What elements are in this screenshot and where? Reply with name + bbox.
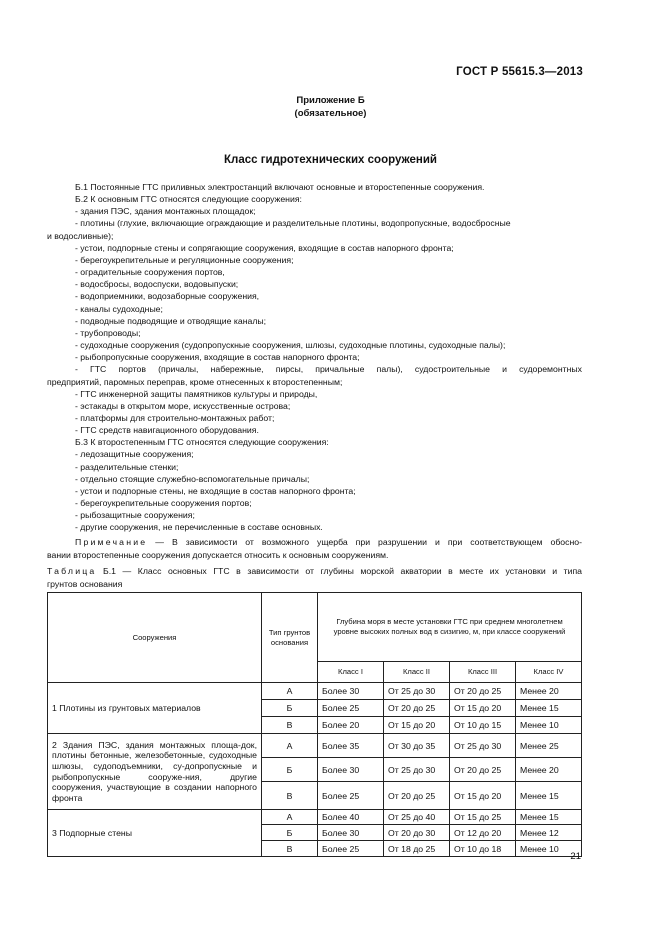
table-caption-label: Таблица [47,566,97,576]
list-item: - здания ПЭС, здания монтажных площадок; [75,206,256,217]
table-row [48,810,582,825]
list-item: - плотины (глухие, включающие ограждающие и разделительные плотины, водопропускные, водосбросные [75,218,511,229]
soil-type: Б [262,825,318,841]
soil-type: Б [262,758,318,782]
soil-type: А [262,734,318,758]
depth-cell: От 30 до 35 [384,734,450,758]
list-item: - оградительные сооружения портов, [75,267,225,278]
depth-cell: Менее 15 [516,700,582,717]
depth-cell: Менее 10 [516,841,582,857]
list-item: - устои, подпорные стены и сопрягающие сооружения, входящие в состав напорного фронта; [75,242,454,253]
depth-cell: От 20 до 30 [384,825,450,841]
table-row [48,734,582,758]
soil-type: В [262,841,318,857]
depth-cell: От 20 до 25 [384,700,450,717]
depth-cell: Менее 15 [516,782,582,810]
note-label: Примечание [75,537,148,547]
col-header-class: Класс III [450,662,516,683]
soil-type: А [262,683,318,700]
depth-cell: Менее 10 [516,717,582,734]
list-item: - рыбопропускные сооружения, входящие в состав напорного фронта; [75,352,360,363]
page-number: 21 [570,851,581,862]
depth-cell: Менее 25 [516,734,582,758]
depth-cell: От 15 до 25 [450,810,516,825]
note [47,536,582,561]
depth-cell: От 18 до 25 [384,841,450,857]
list-item: - судоходные сооружения (судопропускные сооружения, шлюзы, судоходные плотины, судоходные палы); [75,340,506,351]
depth-cell: От 15 до 20 [450,782,516,810]
list-item: - ГТС инженерной защиты памятников культуры и природы, [75,388,318,399]
depth-cell: Более 25 [318,700,384,717]
list-item: - каналы судоходные; [75,303,163,314]
note-line-2: вании второстепенные сооружения допускается относить к основным сооружениям. [47,549,389,560]
list-item: - платформы для строительно-монтажных работ; [75,412,275,423]
list-item: - отдельно стоящие служебно-вспомогательные причалы; [75,473,310,484]
depth-cell: От 12 до 20 [450,825,516,841]
depth-cell: Менее 20 [516,683,582,700]
col-header-class: Класс II [384,662,450,683]
appendix-subtitle: (обязательное) [294,108,367,119]
depth-cell: От 20 до 25 [450,683,516,700]
depth-cell: От 10 до 15 [450,717,516,734]
col-header-class: Класс IV [516,662,582,683]
section-title: Класс гидротехнических сооружений [224,154,437,166]
list-item: - ГТС средств навигационного оборудования. [75,425,259,436]
list-item-continuation: предприятий, паромных переправ, кроме отнесенных к второстепенным; [47,376,343,387]
list-item: - берегоукрепительные и регуляционные сооружения; [75,254,294,265]
structure-name: 1 Плотины из грунтовых материалов [48,683,262,734]
depth-cell: От 20 до 25 [450,758,516,782]
list-item: - другие сооружения, не перечисленные в составе основных. [75,522,323,533]
soil-type: В [262,717,318,734]
depth-cell: От 15 до 20 [450,700,516,717]
depth-cell: Менее 12 [516,825,582,841]
depth-cell: Более 30 [318,758,384,782]
list-item-continuation: и водосливные); [47,230,114,241]
structure-name: 3 Подпорные стены [48,810,262,857]
table-row [48,683,582,700]
depth-cell: От 25 до 40 [384,810,450,825]
list-item: - берегоукрепительные сооружения портов; [75,498,252,509]
depth-cell: От 25 до 30 [384,758,450,782]
table-caption [47,565,582,590]
depth-cell: Более 40 [318,810,384,825]
paragraph-b3: Б.3 К второстепенным ГТС относятся следующие сооружения: [75,437,329,448]
soil-type: А [262,810,318,825]
appendix-title: Приложение Б [296,95,365,106]
note-line-1: — В зависимости от возможного ущерба при разрушении и при соответствующем обосно- [155,537,582,547]
list-item: - рыбозащитные сооружения; [75,510,195,521]
depth-cell: От 25 до 30 [384,683,450,700]
list-item: - разделительные стенки; [75,461,179,472]
paragraph-b2: Б.2 К основным ГТС относятся следующие сооружения: [75,194,302,205]
depth-cell: От 25 до 30 [450,734,516,758]
list-item: - водоприемники, водозаборные сооружения, [75,291,260,302]
col-header-soil: Тип грунтов основания [262,593,318,683]
depth-cell: Более 20 [318,717,384,734]
list-item: - подводные подводящие и отводящие каналы; [75,315,267,326]
depth-cell: Более 30 [318,683,384,700]
soil-type: Б [262,700,318,717]
depth-cell: Менее 15 [516,810,582,825]
paragraph-b1: Б.1 Постоянные ГТС приливных электростанций включают основные и второстепенные сооружения. [75,182,485,192]
col-header-class: Класс I [318,662,384,683]
depth-cell: Более 25 [318,782,384,810]
table-caption-line-1: Б.1 — Класс основных ГТС в зависимости от глубины морской акватории в месте их установки и типа [103,566,582,576]
soil-type: В [262,782,318,810]
depth-cell: От 20 до 25 [384,782,450,810]
class-table [47,592,582,857]
list-item: - ледозащитные сооружения; [75,449,194,460]
depth-cell: Более 30 [318,825,384,841]
list-item: - водосбросы, водоспуски, водовыпуски; [75,279,239,290]
depth-cell: Более 25 [318,841,384,857]
body-text [47,181,582,534]
list-item: - эстакады в открытом море, искусственные острова; [75,400,291,411]
table-caption-line-2: грунтов основания [47,578,123,589]
depth-cell: От 10 до 18 [450,841,516,857]
document-standard-code: ГОСТ Р 55615.3—2013 [456,66,583,78]
list-item: - трубопроводы; [75,327,141,338]
depth-cell: Более 35 [318,734,384,758]
col-header-depth: Глубина моря в месте установки ГТС при среднем многолетнем уровне высоких полных вод в сизигию, м, при классе сооружений [318,593,582,662]
list-item: - устои и подпорные стены, не входящие в состав напорного фронта; [75,485,356,496]
depth-cell: От 15 до 20 [384,717,450,734]
col-header-structure: Сооружения [48,593,262,683]
list-item: - ГТС портов (причалы, набережные, пирсы, причальные палы), судостроительные и судоремонтных [75,364,582,375]
structure-name: 2 Здания ПЭС, здания монтажных площа-док, плотины бетонные, железобетонные, судоходные шлюзы, судоподъемники, су-допропускные и рыбопропускные сооруже-ния, другие сооружения, участвующие в создании напорного фронта [48,734,262,810]
depth-cell: Менее 20 [516,758,582,782]
